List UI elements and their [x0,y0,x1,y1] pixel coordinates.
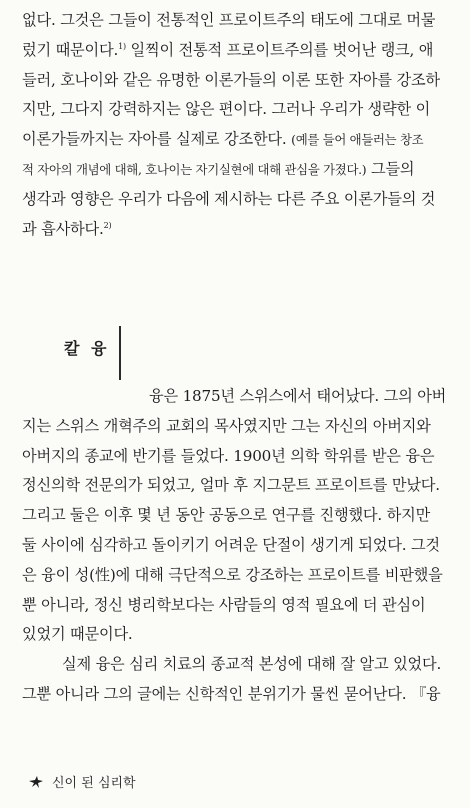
text-line: 그리고 둘은 이후 몇 년 동안 공동으로 연구를 진행했다. 하지만 [22,506,431,525]
text-run: 그들의 [366,159,415,178]
book-title: 신이 된 심리학 [52,776,136,791]
text-line [22,125,450,155]
paragraph-jung [22,382,450,710]
page-footer [28,772,136,791]
text-run: 이론가들까지는 자아를 실제로 강조한다. [22,130,292,149]
text-run: 일찍이 전통적 프로이트주의를 벗어난 랭크, 애 [125,40,434,59]
parenthetical-note: (예를 들어 애들러는 창조 [291,132,424,148]
paragraph-intro [22,6,450,244]
text-line: 들러, 호나이와 같은 유명한 이론가들의 이론 또한 자아를 강조하 [22,70,440,89]
parenthetical-note: 적 자아의 개념에 대해, 호나이는 자기실현에 대해 관심을 가졌다.) [22,161,367,177]
text-line [22,36,450,66]
text-line: 지는 스위스 개혁주의 교회의 목사였지만 그는 자신의 아버지와 [22,416,431,435]
text-line: 융은 1875년 스위스에서 태어났다. 그의 아버 [149,387,447,405]
text-line [22,215,450,245]
text-line: 생각과 영향은 우리가 다음에 제시하는 다른 주요 이론가들의 것 [22,189,436,208]
text-line: 뿐 아니라, 정신 병리학보다는 사람들의 영적 필요에 더 관심이 [22,595,426,614]
text-run: 과 흡사하다. [22,219,104,238]
text-line: 지만, 그다지 강력하지는 않은 편이다. 그러나 우리가 생략한 이 [22,100,431,119]
footnote-marker[interactable]: 2) [103,220,112,230]
text-line: 있었기 때문이다. [22,625,133,644]
section-heading: 칼 융 [64,339,110,358]
heading-divider [119,326,121,380]
text-line: 없다. 그것은 그들이 전통적인 프로이트주의 태도에 그대로 머물 [22,11,436,29]
text-line: 정신의학 전문의가 되었고, 얼마 후 지그문트 프로이트를 만났다. [22,476,440,495]
text-line: 은 융이 성(性)에 대해 극단적으로 강조하는 프로이트를 비판했을 [22,565,443,584]
text-run: 렀기 때문이다. [22,40,119,59]
footnote-marker[interactable]: 1) [118,41,126,51]
text-line: 둘 사이에 심각하고 돌이키기 어려운 단절이 생기게 되었다. 그것 [22,535,440,554]
text-line [22,155,450,185]
bird-icon [28,775,44,789]
text-line: 그뿐 아니라 그의 글에는 신학적인 분위기가 물씬 묻어난다. 『융 [22,684,441,703]
text-line: 실제 융은 심리 치료의 종교적 본성에 대해 잘 알고 있었다. [62,655,442,674]
text-line: 아버지의 종교에 반기를 들었다. 1900년 의학 학위를 받은 융은 [22,446,435,465]
